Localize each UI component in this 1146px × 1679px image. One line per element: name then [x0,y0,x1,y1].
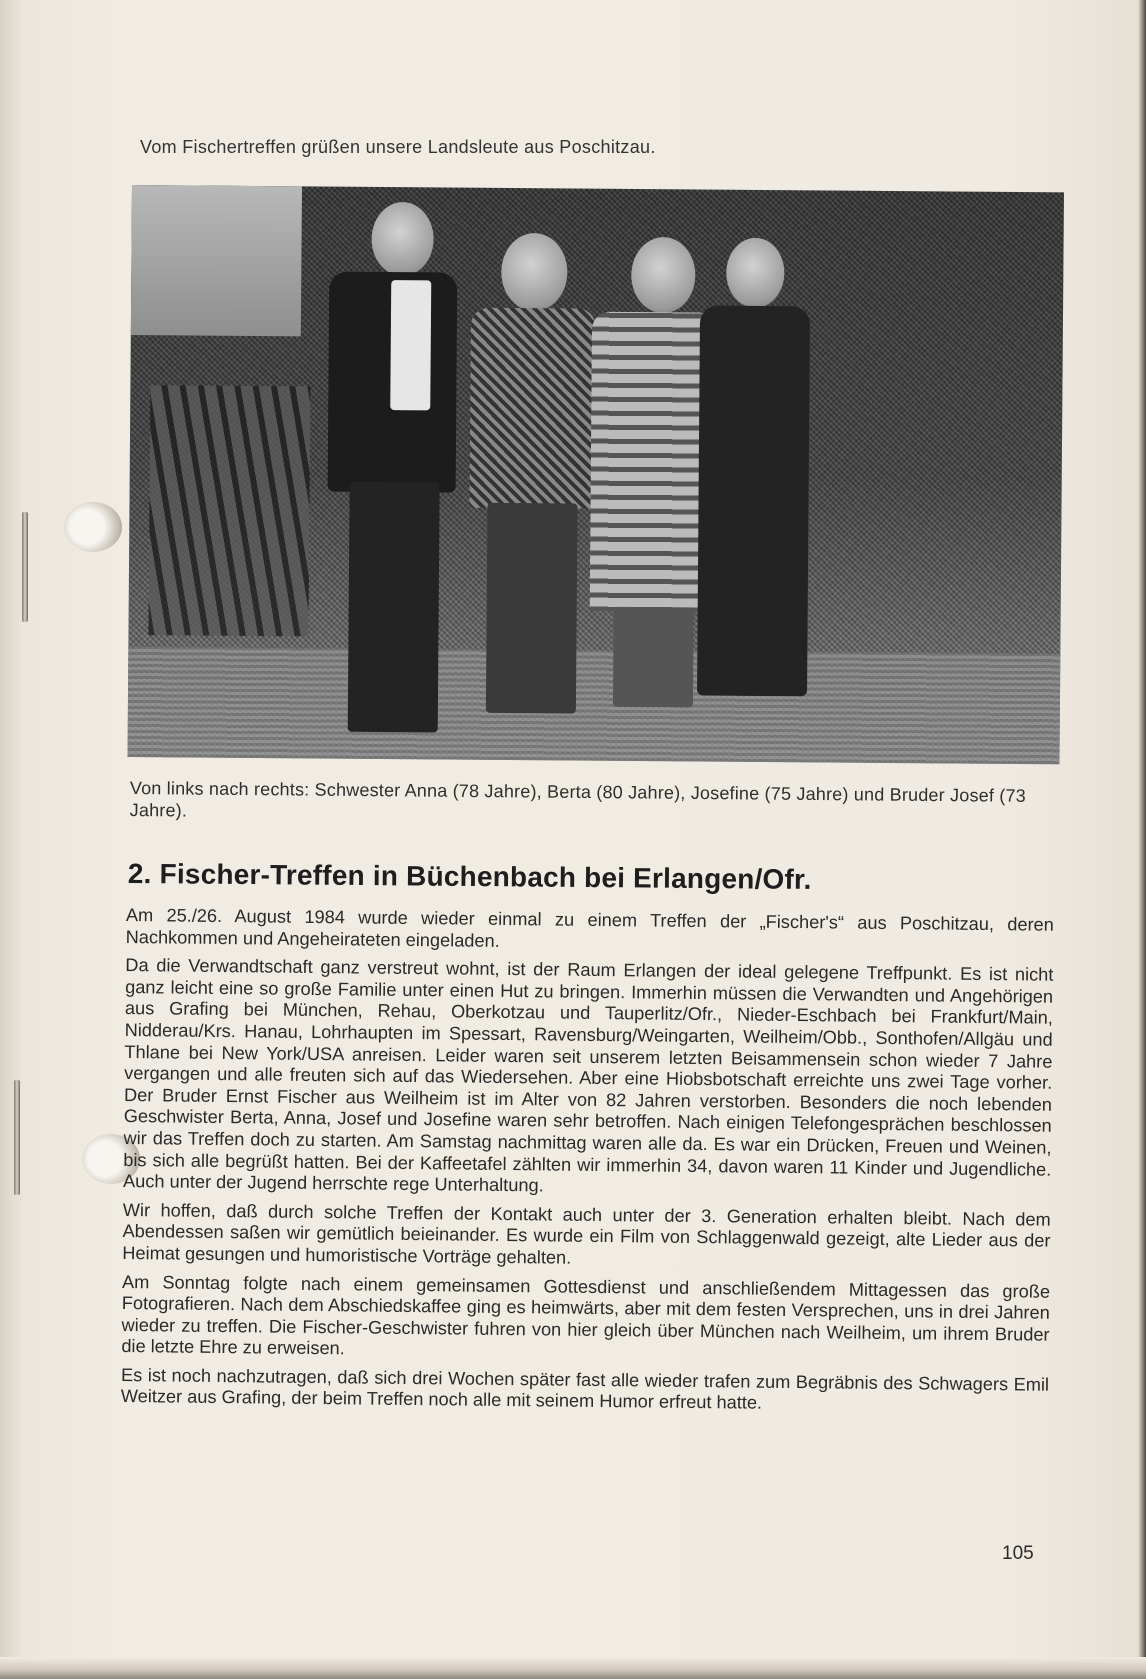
photo-stacked-chairs [148,385,310,636]
binding-staple-upper [22,512,28,622]
paragraph: Es ist noch nachzutragen, daß sich drei Wochen später fast alle wieder trafen zum Begräbnis des Schwagers Emil Weitzer aus Grafing, der beim Treffen noch alle mit seinem Humor erfreut hatte. [120,1364,1050,1414]
page-bottom-edge [0,1657,1146,1679]
person-josefine [693,237,817,698]
paragraph: Wir hoffen, daß durch solche Treffen der Kontakt auch unter der 3. Generation erhalten bleibt. Nach dem Abendessen saßen wir gemütlich beieinander. Es wurde ein Film von Schlaggenwald gezeigt, alte Lieder aus der Heimat gesungen und humoristische Vorträge gehalten. [122,1199,1051,1268]
page-right-edge [1138,0,1146,1679]
person-anna [458,233,602,724]
paragraph: Am Sonntag folgte nach einem gemeinsamen Gottesdienst und anschließendem Mittagessen das große Fotografieren. Nach dem Abschiedskaffee ging es heimwärts, aber mit dem festen Versprechen, uns in drei Jahren wieder zu treffen. Die Fischer-Geschwister fuhren von hier gleich über München nach Weilheim, um ihrem Bruder die letzte Ehre zu erweisen. [121,1271,1051,1359]
paragraph: Da die Verwandtschaft ganz verstreut wohnt, ist der Raum Erlangen der ideal gelegene Treffpunkt. Es ist nicht ganz leicht eine so große Familie unter einen Hut zu bringen. Immerhin müssen die Verwandten und Angehörigen aus Grafing bei München, Rehau, Oberkotzau und Tauperlitz/Ofr., Nieder-Eschbach bei Frankfurt/Main, Nidderau/Krs. Hanau, Lohrhaupten im Spessart, Ravensburg/Weingarten, Weilheim/Obb., Sonthofen/Allgäu und Thlane bei New York/USA anreisen. Leider waren seit unserem letzten Beisammensein schon wieder 7 Jahre vergangen und alle freuten sich auf das Wiedersehen. Aber eine Hiobsbotschaft erreichte uns zwei Tage vorher. Der Bruder Ernst Fischer aus Weilheim ist im Alter von 82 Jahren verstorben. Besonders die noch lebenden Geschwister Berta, Anna, Josef und Josefine waren sehr betroffen. Nach einigen Telefongesprächen beschlossen wir das Treffen doch zu starten. Am Samstag nachmittag waren alle da. Es war ein Drücken, Freuen und Weinen, bis sich alle begrüßt hatten. Bei der Kaffeetafel zählten wir immerhin 34, davon waren 11 Kinder und Jugendliche. Auch unter der Jugend herrschte rege Unterhaltung. [123,955,1054,1196]
punch-hole-upper [64,502,122,552]
photo-background-wall [131,185,302,336]
person-josef [318,201,462,732]
paragraph: Am 25./26. August 1984 wurde wieder einmal zu einem Treffen der „Fischer's“ aus Poschitzau, deren Nachkommen und Angeheirateten eingeladen. [125,905,1054,951]
binding-staple-lower [14,1080,20,1195]
photo-caption-bottom: Von links nach rechts: Schwester Anna (78 Jahre), Berta (80 Jahre), Josefine (75 Jahre) und Bruder Josef (73 Jahre). [129,777,1027,821]
photo-caption-top: Vom Fischertreffen grüßen unsere Landsleute aus Poschitzau. [140,137,656,157]
page-number: 105 [1002,1543,1034,1564]
article-heading: 2. Fischer-Treffen in Büchenbach bei Erlangen/Ofr. [127,858,812,895]
group-photo [128,185,1064,764]
article-body [121,905,1054,1425]
